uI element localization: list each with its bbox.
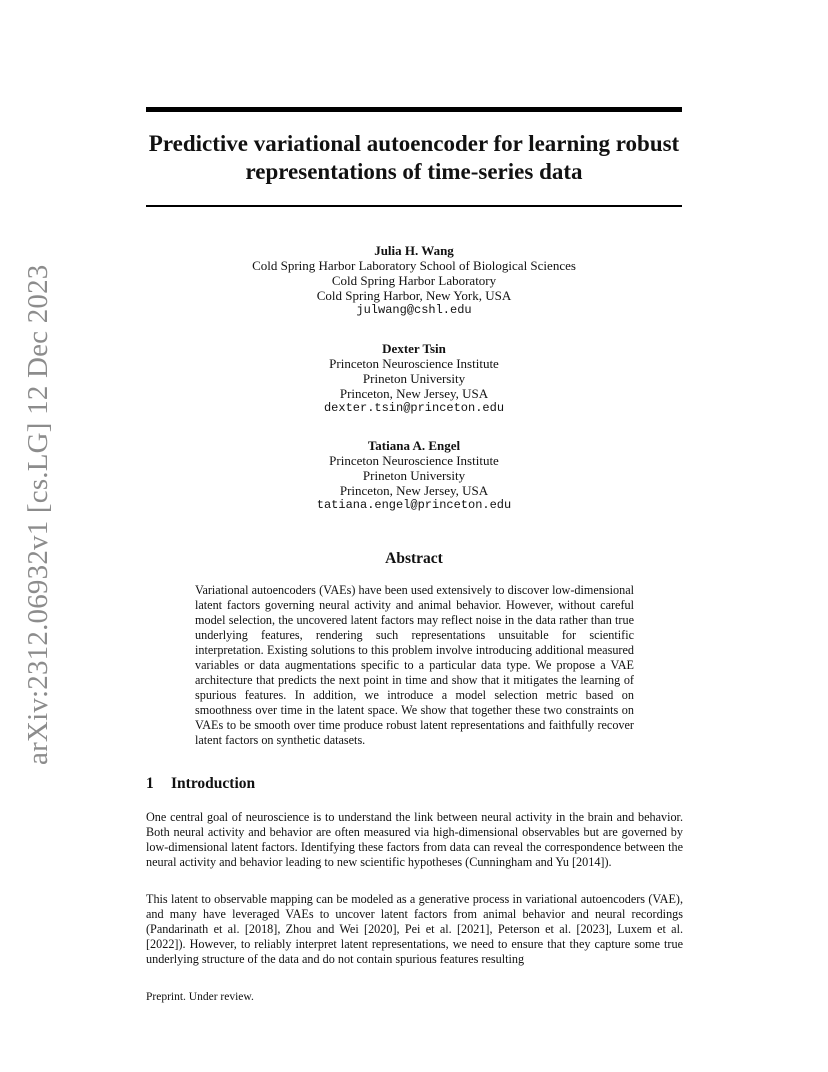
author-affiliation: Prineton University	[362, 371, 466, 386]
author-name: Tatiana A. Engel	[367, 438, 461, 453]
author-affiliation: Princeton, New Jersey, USA	[339, 386, 489, 401]
title-top-rule	[146, 107, 682, 112]
author-name: Dexter Tsin	[382, 341, 446, 356]
author-affiliation: Cold Spring Harbor, New York, USA	[316, 288, 512, 303]
abstract-heading: Abstract	[385, 550, 443, 567]
abstract-text: Variational autoencoders (VAEs) have been used extensively to discover low-dimensional latent factors governing neural activity and animal behavior. However, without careful model selection, the uncovered latent factors may reflect noise in the data rather than true underlying features, rendering such representations unsuitable for scientific interpretation. Existing solutions to this problem involve introducing additional measured variables or data augmentations specific to a particular data type. We propose a VAE architecture that predicts the next point in time and show that it mitigates the learning of spurious features. In addition, we introduce a model selection metric based on smoothness over time in the latent space. We show that together these two constraints on VAEs to be smooth over time produce robust latent representations and faithfully recover latent factors on synthetic datasets.	[195, 583, 634, 747]
author-affiliation: Princeton Neuroscience Institute	[329, 453, 499, 468]
title-bottom-rule	[146, 205, 682, 207]
section-heading	[146, 775, 255, 793]
author-affiliation: Prineton University	[362, 468, 466, 483]
arxiv-identifier-text: arXiv:2312.06932v1 [cs.LG] 12 Dec 2023	[22, 264, 54, 765]
author-block	[150, 243, 678, 318]
section-title: Introduction	[171, 775, 256, 792]
author-block	[150, 438, 678, 513]
author-affiliation: Princeton Neuroscience Institute	[329, 356, 499, 371]
author-email[interactable]: julwang@cshl.edu	[356, 303, 472, 317]
intro-paragraph: One central goal of neuroscience is to understand the link between neural activity in the brain and behavior. Both neural activity and behavior are often measured via high-dimensional observables but are governed by low-dimensional latent factors. Identifying these factors from data can reveal the correspondence between the neural activity and behavior leading to new scientific hypotheses (Cunningham and Yu [2014]).	[146, 810, 683, 869]
author-affiliation: Princeton, New Jersey, USA	[339, 483, 489, 498]
section-number: 1	[146, 775, 154, 792]
author-email[interactable]: tatiana.engel@princeton.edu	[316, 498, 512, 512]
author-name: Julia H. Wang	[374, 243, 454, 258]
author-email[interactable]: dexter.tsin@princeton.edu	[323, 401, 505, 415]
paper-title: Predictive variational autoencoder for learning robust representations of time-series data	[148, 131, 680, 184]
author-block	[150, 341, 678, 416]
intro-paragraph: This latent to observable mapping can be modeled as a generative process in variational autoencoders (VAE), and many have leveraged VAEs to uncover latent factors from animal behavior and neural recordings (Pandarinath et al. [2018], Zhou and Wei [2020], Pei et al. [2021], Peterson et al. [2023], Luxem et al. [2022]). However, to reliably interpret latent representations, we need to ensure that they capture some true underlying structure of the data and do not contain spurious features resulting	[146, 892, 683, 966]
author-affiliation: Cold Spring Harbor Laboratory School of Biological Sciences	[252, 258, 576, 273]
author-affiliation: Cold Spring Harbor Laboratory	[331, 273, 497, 288]
preprint-footnote: Preprint. Under review.	[146, 991, 254, 1003]
arxiv-identifier-stamp	[8, 264, 68, 765]
